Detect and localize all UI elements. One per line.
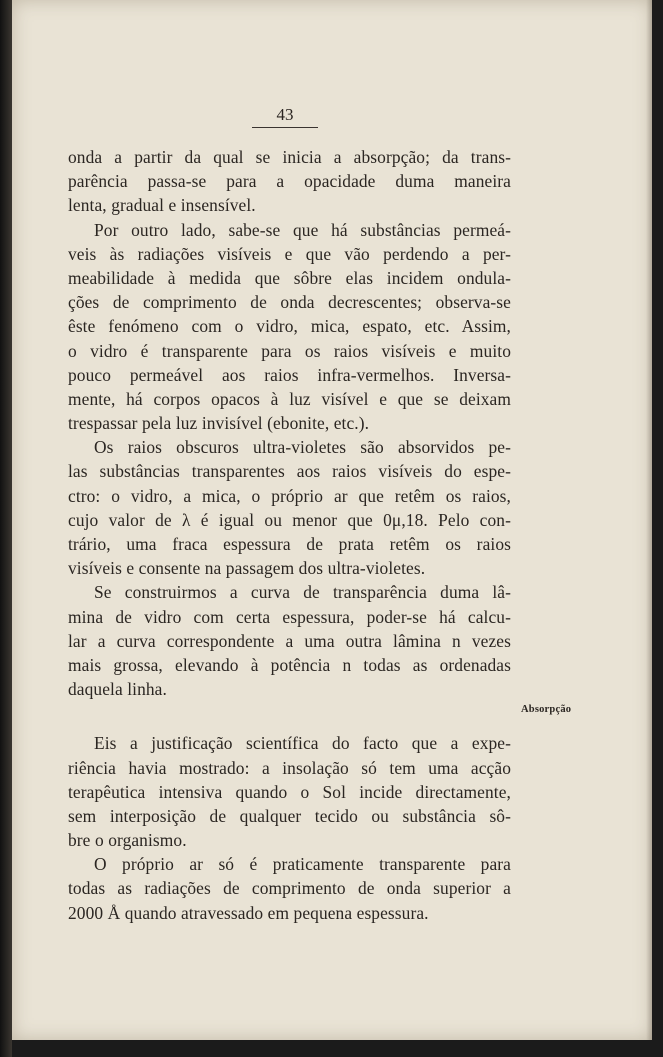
text-line: pouco permeável aos raios infra-vermelhos. Inversa- xyxy=(68,364,511,385)
paragraph xyxy=(68,145,511,218)
text-line: trário, uma fraca espessura de prata retêm os raios xyxy=(68,534,511,554)
text-line: daquela linha. xyxy=(68,679,167,700)
page-number: 43 xyxy=(276,105,294,124)
paragraph xyxy=(68,580,511,701)
text-line: Os raios obscuros ultra-violetes são absorvidos pe- xyxy=(94,437,511,458)
paragraph xyxy=(68,731,511,852)
text-line: lenta, gradual e insensível. xyxy=(68,195,256,216)
text-line: Eis a justificação scientífica do facto que a expe- xyxy=(94,733,511,754)
text-line: ções de comprimento de onda decrescentes; observa-se xyxy=(68,292,511,313)
text-line: 2000 Å quando atravessado em pequena espessura. xyxy=(68,902,429,923)
paragraph-gap xyxy=(68,701,511,731)
text-line: todas as radiações de comprimento de onda superior a xyxy=(68,878,511,899)
paragraph xyxy=(68,435,511,580)
text-line: riência havia mostrado: a insolação só tem uma acção xyxy=(68,757,511,778)
text-line: las substâncias transparentes aos raios visíveis do espe- xyxy=(68,461,511,482)
text-line: mina de vidro com certa espessura, poder-se há calcu- xyxy=(68,606,511,627)
margin-note: Absorpção xyxy=(521,704,572,715)
text-line: O próprio ar só é praticamente transparente para xyxy=(94,854,511,875)
text-line: parência passa-se para a opacidade duma maneira xyxy=(68,171,511,192)
text-line: mais grossa, elevando à potência n todas as ordenadas xyxy=(68,654,511,675)
text-line: sem interposição de qualquer tecido ou substância sô- xyxy=(68,805,511,826)
page-header xyxy=(252,104,318,128)
text-line: êste fenómeno com o vidro, mica, espato, etc. Assim, xyxy=(68,316,511,337)
text-line: visíveis e consente na passagem dos ultra-violetes. xyxy=(68,558,426,579)
text-line: veis às radiações visíveis e que vão perdendo a per- xyxy=(68,243,511,264)
text-line: meabilidade à medida que sôbre elas incidem ondula- xyxy=(68,267,511,288)
text-line: bre o organismo. xyxy=(68,830,187,851)
paragraph xyxy=(68,218,511,436)
text-line: cujo valor de λ é igual ou menor que 0μ,18. Pelo con- xyxy=(68,509,511,530)
paragraph xyxy=(68,852,511,925)
text-line: ctro: o vidro, a mica, o próprio ar que retêm os raios, xyxy=(68,485,511,506)
text-line: Se construirmos a curva de transparência duma lâ- xyxy=(94,582,511,603)
book-gutter xyxy=(0,0,12,1057)
text-line: o vidro é transparente para os raios visíveis e muito xyxy=(68,340,511,361)
text-line: terapêutica intensiva quando o Sol incide directamente, xyxy=(68,781,511,802)
text-line: mente, há corpos opacos à luz visível e que se deixam xyxy=(68,388,511,409)
text-line: onda a partir da qual se inicia a absorpção; da trans- xyxy=(68,147,511,167)
text-line: Por outro lado, sabe-se que há substâncias permeá- xyxy=(94,219,511,240)
text-line: lar a curva correspondente a uma outra lâmina n vezes xyxy=(68,630,511,651)
header-rule xyxy=(252,127,318,128)
page-edge-shadow xyxy=(646,0,652,1040)
body-text xyxy=(68,145,511,925)
text-line: trespassar pela luz invisível (ebonite, etc.). xyxy=(68,413,370,434)
